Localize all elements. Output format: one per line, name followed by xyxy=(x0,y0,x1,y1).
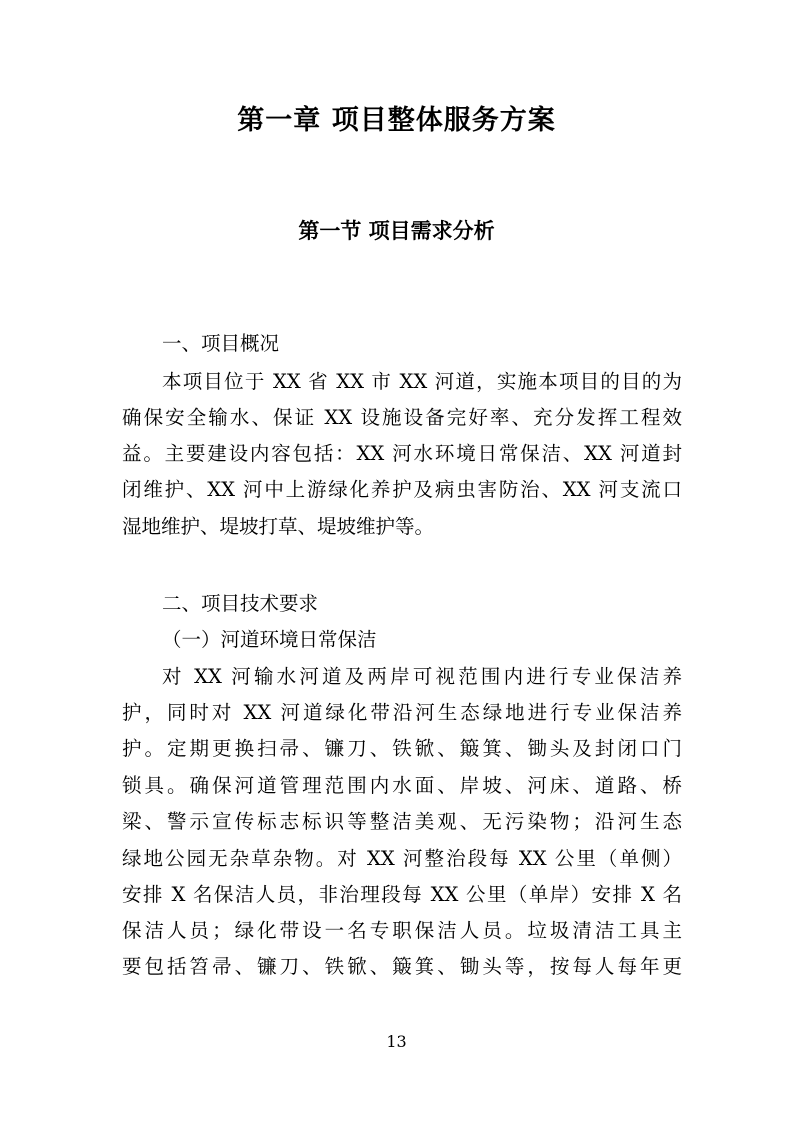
paragraph-line: 护，同时对 XX 河道绿化带沿河生态绿地进行专业保洁养 xyxy=(122,701,682,724)
paragraph-line: 锁具。确保河道管理范围内水面、岸坡、河床、道路、桥 xyxy=(122,774,682,797)
paragraph-line: 安排 X 名保洁人员，非治理段每 XX 公里（单岸）安排 X 名 xyxy=(122,883,682,906)
paragraph-line: 对 XX 河输水河道及两岸可视范围内进行专业保洁养 xyxy=(162,665,682,688)
paragraph-line: 梁、警示宣传标志标识等整洁美观、无污染物；沿河生态 xyxy=(122,810,682,833)
paragraph-line: 本项目位于 XX 省 XX 市 XX 河道，实施本项目的目的为 xyxy=(162,370,682,393)
paragraph-line: 湿地维护、堤坡打草、堤坡维护等。 xyxy=(122,515,435,538)
paragraph-line: 闭维护、XX 河中上游绿化养护及病虫害防治、XX 河支流口 xyxy=(122,478,682,501)
heading-project-overview: 一、项目概况 xyxy=(162,332,280,355)
paragraph-line: 保洁人员；绿化带设一名专职保洁人员。垃圾清洁工具主 xyxy=(122,919,682,942)
chapter-title: 第一章 项目整体服务方案 xyxy=(237,105,556,136)
paragraph-line: 绿地公园无杂草杂物。对 XX 河整治段每 XX 公里（单侧） xyxy=(122,847,682,870)
heading-technical-requirements: 二、项目技术要求 xyxy=(162,592,319,615)
page-number: 13 xyxy=(386,1032,407,1051)
paragraph-line: 确保安全输水、保证 XX 设施设备完好率、充分发挥工程效 xyxy=(122,406,682,429)
paragraph-line: 要包括笤帚、镰刀、铁锨、簸箕、锄头等，按每人每年更 xyxy=(122,955,682,978)
paragraph-line: 护。定期更换扫帚、镰刀、铁锨、簸箕、锄头及封闭口门 xyxy=(122,737,682,760)
subheading-daily-cleaning: （一）河道环境日常保洁 xyxy=(162,628,377,651)
paragraph-line: 益。主要建设内容包括：XX 河水环境日常保洁、XX 河道封 xyxy=(122,442,682,465)
section-title: 第一节 项目需求分析 xyxy=(298,219,495,243)
